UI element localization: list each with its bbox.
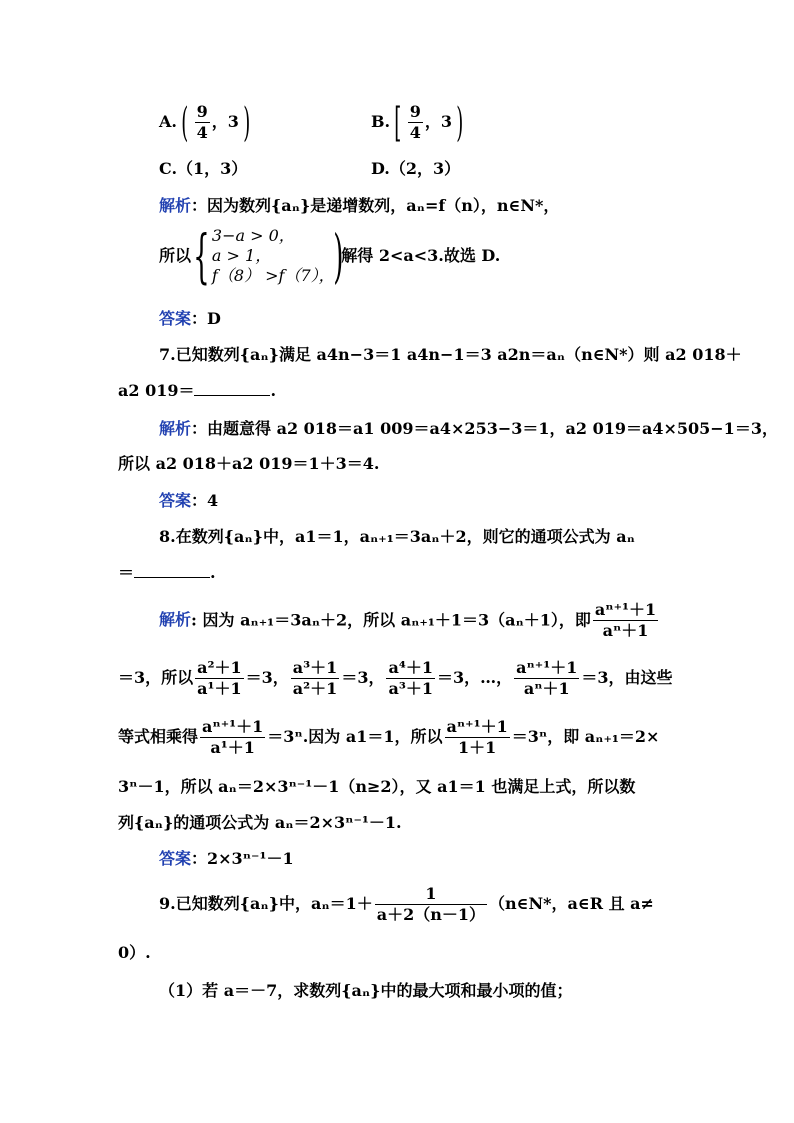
- analysis-label: 解析: [159, 196, 192, 215]
- option-b: B. [ $\frac{9}{4}$ ，3 ): [371, 99, 464, 146]
- q7-answer: 答案：4: [159, 491, 219, 510]
- option-c: C.（1，3）: [159, 159, 248, 178]
- fraction: $\frac{\text{a³＋1}}{\text{a²＋1}}$: [292, 658, 338, 698]
- q9-stem-line1: 9.已知数列{aₙ}中，aₙ＝1＋ $\frac{1}{a+2(n-1)}$ （n∈N*，a∈R 且 a≠: [159, 884, 654, 924]
- q7-stem-line1: 7.已知数列{aₙ}满足 a4n−3＝1 a4n−1＝3 a2n＝aₙ（n∈N*）则 a2 018＋: [159, 345, 742, 364]
- fraction: $\frac{\text{a⁴＋1}}{\text{a³＋1}}$: [388, 658, 433, 698]
- q9-part1: （1）若 a＝－7，求数列{aₙ}中的最大项和最小项的值；: [159, 981, 573, 1000]
- fraction: $\frac{1}{a+2(n-1)}$: [376, 884, 486, 924]
- answer-blank: [134, 563, 210, 578]
- q6-analysis: 解析：因为数列{aₙ}是递增数列，aₙ=f（n），n∈N*，: [159, 196, 560, 215]
- q8-analysis-line3: 等式相乘得 $\frac{\text{aⁿ⁺¹＋1}}{\text{a¹＋1}}$ ＝3ⁿ.因为 a1＝1，所以 $\frac{\text{aⁿ⁺¹＋1}}{1+1}$ ＝3ⁿ，即 aₙ₊₁＝2×: [118, 717, 660, 757]
- option-d: D.（2，3）: [371, 159, 461, 178]
- q6-system: 所以{ 3−a > 0， a > 1， f（8） >f（7）， )解得 2<a<3.故选 D.: [159, 222, 501, 290]
- q8-answer: 答案：2×3ⁿ⁻¹－1: [159, 849, 294, 868]
- left-brace: {: [193, 222, 210, 290]
- q7-analysis-line2: 所以 a2 018＋a2 019＝1＋3＝4.: [118, 454, 380, 473]
- inequality-system: 3−a > 0， a > 1， f（8） >f（7），: [211, 226, 335, 285]
- right-brace: ): [332, 222, 344, 290]
- q8-analysis-line5: 列{aₙ}的通项公式为 aₙ＝2×3ⁿ⁻¹－1.: [118, 813, 402, 832]
- left-bracket: [: [394, 99, 402, 146]
- right-paren: ): [243, 99, 251, 146]
- fraction: $\frac{\text{aⁿ⁺¹＋1}}{1+1}$: [446, 717, 508, 757]
- fraction: $\frac{9}{4}$: [409, 102, 421, 142]
- fraction: $\frac{\text{aⁿ⁺¹＋1}}{\text{aⁿ＋1}}$: [594, 600, 657, 640]
- fraction: $\frac{\text{a²＋1}}{\text{a¹＋1}}$: [197, 658, 242, 698]
- q9-stem-line2: 0）.: [118, 943, 151, 962]
- answer-blank: [194, 381, 270, 396]
- right-paren: ): [456, 99, 464, 146]
- q8-analysis-line2: ＝3，所以 $\frac{\text{a²＋1}}{\text{a¹＋1}}$ ＝3， $\frac{\text{a³＋1}}{\text{a²＋1}}$ ＝3， $\frac{\text{a⁴＋1}}{\text{a³＋1}}$ ＝3，…， $\frac{\text{aⁿ⁺¹＋1}}{\text{aⁿ＋1}}$ ＝3，由这些: [118, 658, 673, 698]
- q6-answer: 答案：D: [159, 309, 221, 328]
- q8-stem-line1: 8.在数列{aₙ}中，a1＝1，aₙ₊₁＝3aₙ＋2，则它的通项公式为 aₙ: [159, 527, 635, 546]
- q8-analysis-line1: 解析: 因为 aₙ₊₁＝3aₙ＋2，所以 aₙ₊₁＋1＝3（aₙ＋1），即 $\frac{\text{aⁿ⁺¹＋1}}{\text{aⁿ＋1}}$: [159, 600, 657, 640]
- q8-analysis-line4: 3ⁿ－1，所以 aₙ＝2×3ⁿ⁻¹－1（n≥2），又 a1＝1 也满足上式，所以数: [118, 777, 636, 796]
- fraction: $\frac{9}{4}$: [196, 102, 208, 142]
- fraction: $\frac{\text{aⁿ⁺¹＋1}}{\text{aⁿ＋1}}$: [516, 658, 578, 698]
- fraction: $\frac{\text{aⁿ⁺¹＋1}}{\text{a¹＋1}}$: [202, 717, 264, 757]
- q7-stem-line2: a2 019＝ .: [118, 381, 277, 400]
- q8-stem-line2: ＝ .: [118, 563, 216, 582]
- option-a: A. ( $\frac{9}{4}$ ，3 ): [159, 99, 251, 146]
- left-paren: (: [181, 99, 189, 146]
- q7-analysis-line1: 解析：由题意得 a2 018＝a1 009＝a4×253−3＝1，a2 019＝a4×505−1＝3，: [159, 419, 778, 438]
